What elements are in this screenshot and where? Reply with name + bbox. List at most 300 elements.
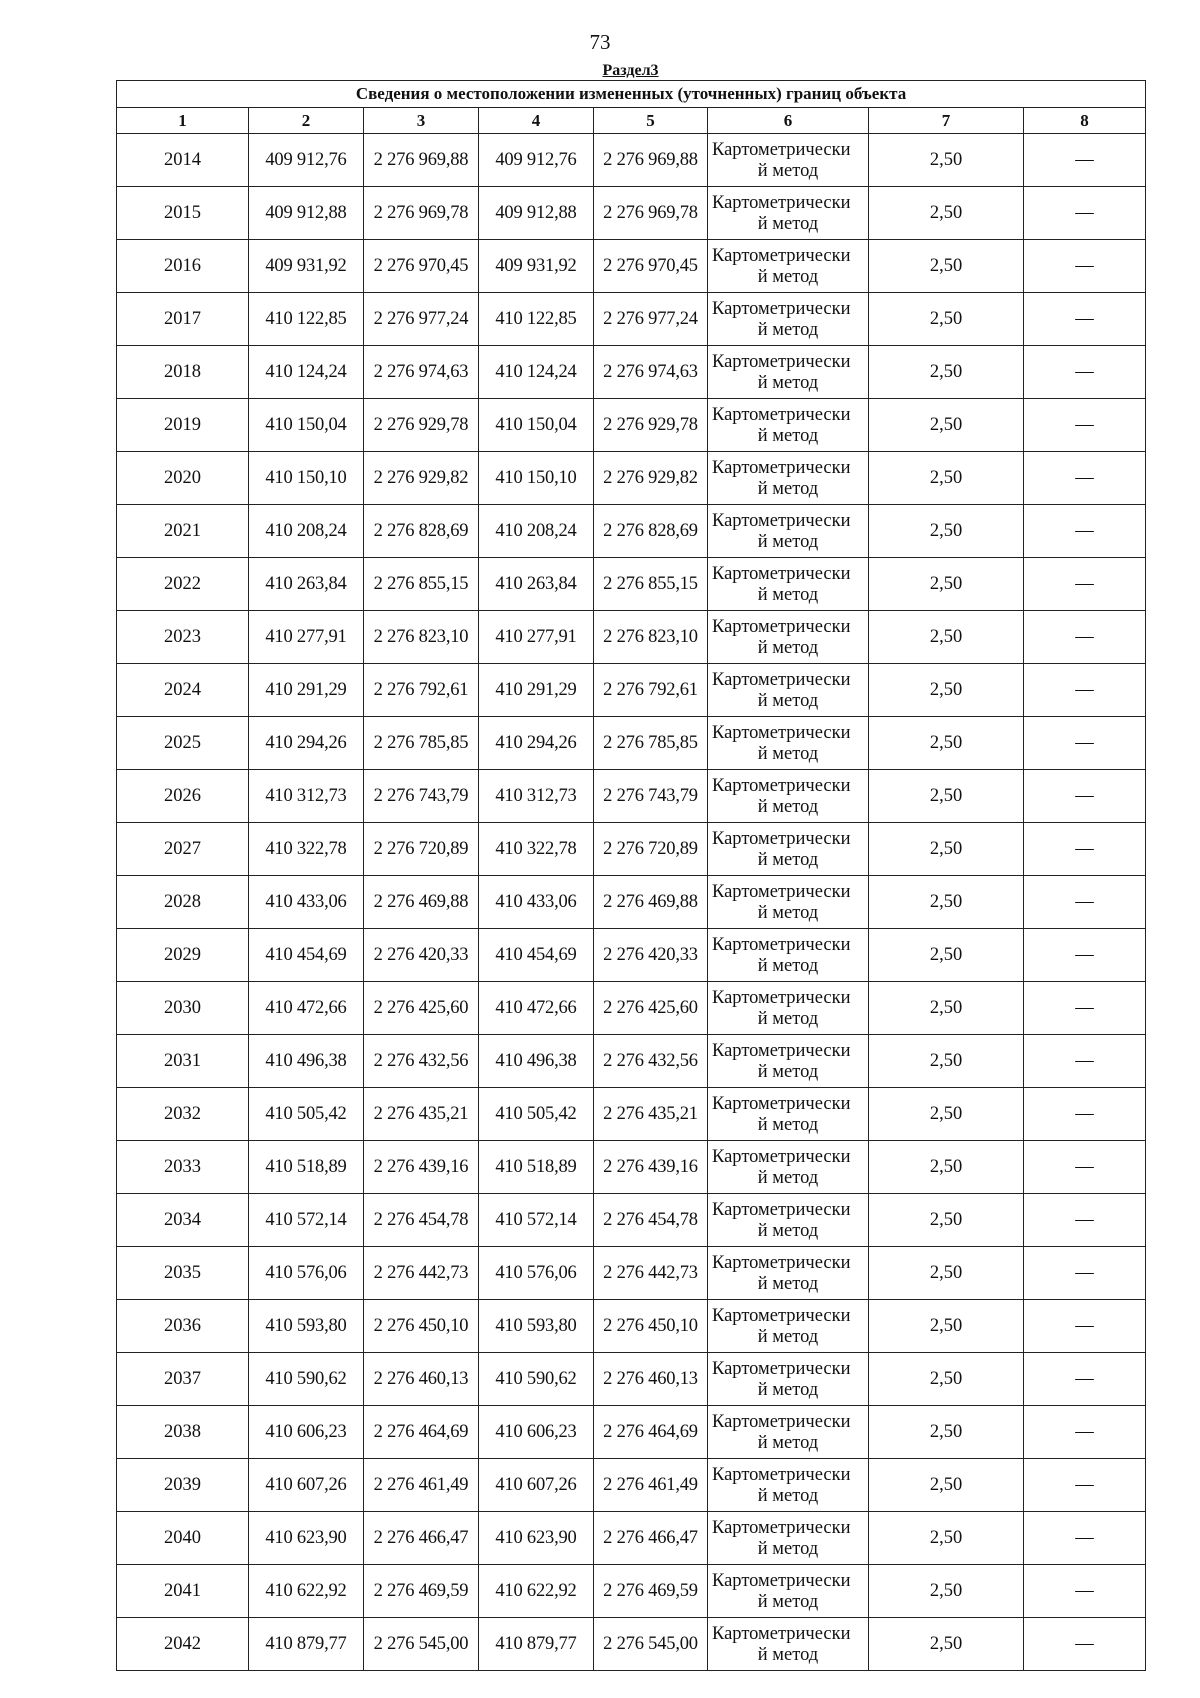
x-coordinate-new-cell: 410 263,84	[479, 558, 594, 611]
precision-cell: 2,50	[869, 346, 1024, 399]
x-coordinate-cell: 410 590,62	[249, 1353, 364, 1406]
point-number-cell: 2030	[117, 982, 249, 1035]
point-number-cell: 2015	[117, 187, 249, 240]
precision-cell: 2,50	[869, 399, 1024, 452]
precision-cell: 2,50	[869, 452, 1024, 505]
method-cell	[708, 982, 869, 1035]
note-cell: —	[1024, 1618, 1146, 1671]
x-coordinate-cell: 410 518,89	[249, 1141, 364, 1194]
x-coordinate-new-cell: 410 518,89	[479, 1141, 594, 1194]
x-coordinate-new-cell: 410 322,78	[479, 823, 594, 876]
note-cell: —	[1024, 1141, 1146, 1194]
method-text-line-1: Картометрически	[712, 352, 851, 372]
method-text-line-1: Картометрически	[712, 140, 851, 160]
method-text-line-1: Картометрически	[712, 1094, 851, 1114]
table-row	[117, 452, 1146, 505]
method-text-line-2: й метод	[757, 267, 819, 287]
method-text-line-1: Картометрически	[712, 1465, 851, 1485]
section-caption: Раздел3	[602, 62, 659, 79]
note-cell: —	[1024, 1247, 1146, 1300]
method-cell	[708, 717, 869, 770]
note-cell: —	[1024, 346, 1146, 399]
note-cell: —	[1024, 1565, 1146, 1618]
point-number-cell: 2042	[117, 1618, 249, 1671]
table-row	[117, 823, 1146, 876]
y-coordinate-new-cell: 2 276 828,69	[594, 505, 708, 558]
y-coordinate-cell: 2 276 970,45	[364, 240, 479, 293]
point-number-cell: 2036	[117, 1300, 249, 1353]
note-cell: —	[1024, 664, 1146, 717]
method-cell	[708, 611, 869, 664]
point-number-cell: 2034	[117, 1194, 249, 1247]
column-number: 6	[708, 108, 869, 134]
note-cell: —	[1024, 1406, 1146, 1459]
precision-cell: 2,50	[869, 929, 1024, 982]
table-row	[117, 1406, 1146, 1459]
y-coordinate-cell: 2 276 545,00	[364, 1618, 479, 1671]
x-coordinate-cell: 410 150,04	[249, 399, 364, 452]
method-cell	[708, 1459, 869, 1512]
x-coordinate-new-cell: 409 931,92	[479, 240, 594, 293]
x-coordinate-cell: 410 879,77	[249, 1618, 364, 1671]
x-coordinate-cell: 410 263,84	[249, 558, 364, 611]
page-number: 73	[589, 30, 611, 54]
note-cell: —	[1024, 929, 1146, 982]
table-row	[117, 1300, 1146, 1353]
method-text-line-1: Картометрически	[712, 935, 851, 955]
table-row	[117, 1512, 1146, 1565]
method-text-line-2: й метод	[757, 1062, 819, 1082]
x-coordinate-new-cell: 410 593,80	[479, 1300, 594, 1353]
precision-cell: 2,50	[869, 1353, 1024, 1406]
x-coordinate-new-cell: 410 879,77	[479, 1618, 594, 1671]
precision-cell: 2,50	[869, 134, 1024, 187]
x-coordinate-cell: 410 433,06	[249, 876, 364, 929]
y-coordinate-cell: 2 276 720,89	[364, 823, 479, 876]
precision-cell: 2,50	[869, 1300, 1024, 1353]
y-coordinate-new-cell: 2 276 425,60	[594, 982, 708, 1035]
method-cell	[708, 1406, 869, 1459]
method-text-line-2: й метод	[757, 426, 819, 446]
y-coordinate-new-cell: 2 276 929,82	[594, 452, 708, 505]
method-cell	[708, 1194, 869, 1247]
method-text-line-2: й метод	[757, 1486, 819, 1506]
x-coordinate-new-cell: 410 291,29	[479, 664, 594, 717]
method-text-line-2: й метод	[757, 532, 819, 552]
table-row	[117, 505, 1146, 558]
y-coordinate-new-cell: 2 276 743,79	[594, 770, 708, 823]
note-cell: —	[1024, 452, 1146, 505]
coordinates-table	[116, 80, 1146, 1671]
y-coordinate-cell: 2 276 969,78	[364, 187, 479, 240]
table-row	[117, 1035, 1146, 1088]
y-coordinate-new-cell: 2 276 439,16	[594, 1141, 708, 1194]
method-cell	[708, 1300, 869, 1353]
y-coordinate-cell: 2 276 828,69	[364, 505, 479, 558]
method-text-line-2: й метод	[757, 1327, 819, 1347]
method-text-line-2: й метод	[757, 638, 819, 658]
y-coordinate-cell: 2 276 425,60	[364, 982, 479, 1035]
x-coordinate-new-cell: 410 312,73	[479, 770, 594, 823]
point-number-cell: 2014	[117, 134, 249, 187]
method-text-line-1: Картометрически	[712, 564, 851, 584]
x-coordinate-new-cell: 410 122,85	[479, 293, 594, 346]
y-coordinate-new-cell: 2 276 464,69	[594, 1406, 708, 1459]
y-coordinate-new-cell: 2 276 792,61	[594, 664, 708, 717]
method-cell	[708, 452, 869, 505]
method-text-line-1: Картометрически	[712, 617, 851, 637]
x-coordinate-cell: 410 150,10	[249, 452, 364, 505]
precision-cell: 2,50	[869, 240, 1024, 293]
y-coordinate-new-cell: 2 276 435,21	[594, 1088, 708, 1141]
precision-cell: 2,50	[869, 664, 1024, 717]
y-coordinate-new-cell: 2 276 974,63	[594, 346, 708, 399]
x-coordinate-new-cell: 410 277,91	[479, 611, 594, 664]
method-cell	[708, 346, 869, 399]
method-text-line-2: й метод	[757, 1592, 819, 1612]
y-coordinate-new-cell: 2 276 420,33	[594, 929, 708, 982]
x-coordinate-cell: 410 122,85	[249, 293, 364, 346]
point-number-cell: 2024	[117, 664, 249, 717]
precision-cell: 2,50	[869, 187, 1024, 240]
y-coordinate-new-cell: 2 276 720,89	[594, 823, 708, 876]
y-coordinate-new-cell: 2 276 460,13	[594, 1353, 708, 1406]
point-number-cell: 2027	[117, 823, 249, 876]
y-coordinate-cell: 2 276 454,78	[364, 1194, 479, 1247]
y-coordinate-cell: 2 276 469,88	[364, 876, 479, 929]
x-coordinate-new-cell: 410 150,04	[479, 399, 594, 452]
x-coordinate-cell: 410 124,24	[249, 346, 364, 399]
table-row	[117, 240, 1146, 293]
x-coordinate-cell: 410 606,23	[249, 1406, 364, 1459]
method-cell	[708, 505, 869, 558]
column-number: 8	[1024, 108, 1146, 134]
y-coordinate-cell: 2 276 929,78	[364, 399, 479, 452]
point-number-cell: 2031	[117, 1035, 249, 1088]
y-coordinate-new-cell: 2 276 450,10	[594, 1300, 708, 1353]
point-number-cell: 2040	[117, 1512, 249, 1565]
column-number: 3	[364, 108, 479, 134]
precision-cell: 2,50	[869, 1618, 1024, 1671]
point-number-cell: 2022	[117, 558, 249, 611]
method-text-line-1: Картометрически	[712, 1253, 851, 1273]
x-coordinate-cell: 410 572,14	[249, 1194, 364, 1247]
y-coordinate-new-cell: 2 276 442,73	[594, 1247, 708, 1300]
table-row	[117, 1565, 1146, 1618]
precision-cell: 2,50	[869, 505, 1024, 558]
precision-cell: 2,50	[869, 1035, 1024, 1088]
table-row	[117, 1459, 1146, 1512]
precision-cell: 2,50	[869, 876, 1024, 929]
method-text-line-2: й метод	[757, 744, 819, 764]
method-text-line-2: й метод	[757, 1115, 819, 1135]
table-row	[117, 770, 1146, 823]
x-coordinate-cell: 410 472,66	[249, 982, 364, 1035]
method-text-line-2: й метод	[757, 1645, 819, 1665]
y-coordinate-new-cell: 2 276 823,10	[594, 611, 708, 664]
y-coordinate-new-cell: 2 276 785,85	[594, 717, 708, 770]
x-coordinate-new-cell: 410 623,90	[479, 1512, 594, 1565]
x-coordinate-cell: 410 593,80	[249, 1300, 364, 1353]
y-coordinate-new-cell: 2 276 970,45	[594, 240, 708, 293]
method-text-line-2: й метод	[757, 691, 819, 711]
y-coordinate-new-cell: 2 276 969,78	[594, 187, 708, 240]
method-cell	[708, 134, 869, 187]
x-coordinate-new-cell: 410 454,69	[479, 929, 594, 982]
point-number-cell: 2041	[117, 1565, 249, 1618]
y-coordinate-cell: 2 276 977,24	[364, 293, 479, 346]
method-text-line-1: Картометрически	[712, 723, 851, 743]
method-cell	[708, 1141, 869, 1194]
method-cell	[708, 399, 869, 452]
y-coordinate-new-cell: 2 276 432,56	[594, 1035, 708, 1088]
method-cell	[708, 187, 869, 240]
x-coordinate-cell: 410 294,26	[249, 717, 364, 770]
y-coordinate-cell: 2 276 460,13	[364, 1353, 479, 1406]
y-coordinate-new-cell: 2 276 545,00	[594, 1618, 708, 1671]
x-coordinate-cell: 410 208,24	[249, 505, 364, 558]
method-cell	[708, 823, 869, 876]
table-row	[117, 876, 1146, 929]
y-coordinate-cell: 2 276 432,56	[364, 1035, 479, 1088]
x-coordinate-new-cell: 410 590,62	[479, 1353, 594, 1406]
precision-cell: 2,50	[869, 558, 1024, 611]
method-cell	[708, 929, 869, 982]
method-cell	[708, 1247, 869, 1300]
method-text-line-1: Картометрически	[712, 988, 851, 1008]
y-coordinate-cell: 2 276 974,63	[364, 346, 479, 399]
method-text-line-1: Картометрически	[712, 1518, 851, 1538]
method-cell	[708, 1618, 869, 1671]
point-number-cell: 2038	[117, 1406, 249, 1459]
method-text-line-2: й метод	[757, 214, 819, 234]
point-number-cell: 2037	[117, 1353, 249, 1406]
method-text-line-1: Картометрически	[712, 246, 851, 266]
y-coordinate-cell: 2 276 450,10	[364, 1300, 479, 1353]
note-cell: —	[1024, 823, 1146, 876]
point-number-cell: 2029	[117, 929, 249, 982]
y-coordinate-new-cell: 2 276 855,15	[594, 558, 708, 611]
x-coordinate-new-cell: 409 912,76	[479, 134, 594, 187]
table-row	[117, 346, 1146, 399]
x-coordinate-cell: 410 496,38	[249, 1035, 364, 1088]
method-text-line-1: Картометрически	[712, 299, 851, 319]
table-row	[117, 611, 1146, 664]
precision-cell: 2,50	[869, 1459, 1024, 1512]
y-coordinate-new-cell: 2 276 454,78	[594, 1194, 708, 1247]
note-cell: —	[1024, 134, 1146, 187]
column-number: 5	[594, 108, 708, 134]
method-cell	[708, 293, 869, 346]
y-coordinate-cell: 2 276 439,16	[364, 1141, 479, 1194]
precision-cell: 2,50	[869, 770, 1024, 823]
method-text-line-2: й метод	[757, 1168, 819, 1188]
method-text-line-1: Картометрически	[712, 511, 851, 531]
x-coordinate-cell: 410 623,90	[249, 1512, 364, 1565]
method-text-line-2: й метод	[757, 956, 819, 976]
y-coordinate-cell: 2 276 792,61	[364, 664, 479, 717]
point-number-cell: 2035	[117, 1247, 249, 1300]
point-number-cell: 2023	[117, 611, 249, 664]
note-cell: —	[1024, 770, 1146, 823]
precision-cell: 2,50	[869, 823, 1024, 876]
note-cell: —	[1024, 293, 1146, 346]
note-cell: —	[1024, 1194, 1146, 1247]
x-coordinate-cell: 410 505,42	[249, 1088, 364, 1141]
y-coordinate-new-cell: 2 276 469,59	[594, 1565, 708, 1618]
x-coordinate-cell: 410 322,78	[249, 823, 364, 876]
method-text-line-2: й метод	[757, 797, 819, 817]
y-coordinate-cell: 2 276 466,47	[364, 1512, 479, 1565]
method-text-line-2: й метод	[757, 161, 819, 181]
y-coordinate-new-cell: 2 276 977,24	[594, 293, 708, 346]
y-coordinate-cell: 2 276 929,82	[364, 452, 479, 505]
x-coordinate-new-cell: 410 496,38	[479, 1035, 594, 1088]
x-coordinate-new-cell: 410 294,26	[479, 717, 594, 770]
note-cell: —	[1024, 876, 1146, 929]
x-coordinate-cell: 410 277,91	[249, 611, 364, 664]
table-row	[117, 558, 1146, 611]
x-coordinate-new-cell: 410 505,42	[479, 1088, 594, 1141]
precision-cell: 2,50	[869, 1088, 1024, 1141]
method-text-line-1: Картометрически	[712, 1041, 851, 1061]
x-coordinate-new-cell: 410 606,23	[479, 1406, 594, 1459]
x-coordinate-cell: 410 576,06	[249, 1247, 364, 1300]
x-coordinate-cell: 410 291,29	[249, 664, 364, 717]
method-text-line-1: Картометрически	[712, 829, 851, 849]
precision-cell: 2,50	[869, 1565, 1024, 1618]
point-number-cell: 2028	[117, 876, 249, 929]
point-number-cell: 2026	[117, 770, 249, 823]
y-coordinate-cell: 2 276 823,10	[364, 611, 479, 664]
method-cell	[708, 1088, 869, 1141]
method-cell	[708, 1353, 869, 1406]
note-cell: —	[1024, 1353, 1146, 1406]
method-text-line-2: й метод	[757, 1274, 819, 1294]
method-text-line-1: Картометрически	[712, 405, 851, 425]
table-row	[117, 1088, 1146, 1141]
point-number-cell: 2033	[117, 1141, 249, 1194]
method-text-line-1: Картометрически	[712, 458, 851, 478]
note-cell: —	[1024, 1035, 1146, 1088]
method-text-line-2: й метод	[757, 479, 819, 499]
method-text-line-1: Картометрически	[712, 1147, 851, 1167]
y-coordinate-cell: 2 276 442,73	[364, 1247, 479, 1300]
method-text-line-1: Картометрически	[712, 1306, 851, 1326]
x-coordinate-cell: 410 607,26	[249, 1459, 364, 1512]
method-cell	[708, 1035, 869, 1088]
y-coordinate-new-cell: 2 276 969,88	[594, 134, 708, 187]
method-cell	[708, 558, 869, 611]
x-coordinate-new-cell: 410 472,66	[479, 982, 594, 1035]
table-row	[117, 982, 1146, 1035]
precision-cell: 2,50	[869, 982, 1024, 1035]
precision-cell: 2,50	[869, 717, 1024, 770]
precision-cell: 2,50	[869, 1406, 1024, 1459]
y-coordinate-new-cell: 2 276 929,78	[594, 399, 708, 452]
note-cell: —	[1024, 982, 1146, 1035]
x-coordinate-new-cell: 410 124,24	[479, 346, 594, 399]
note-cell: —	[1024, 505, 1146, 558]
point-number-cell: 2025	[117, 717, 249, 770]
precision-cell: 2,50	[869, 1141, 1024, 1194]
y-coordinate-cell: 2 276 969,88	[364, 134, 479, 187]
table-row	[117, 1141, 1146, 1194]
x-coordinate-new-cell: 410 433,06	[479, 876, 594, 929]
method-cell	[708, 1512, 869, 1565]
note-cell: —	[1024, 399, 1146, 452]
point-number-cell: 2017	[117, 293, 249, 346]
method-text-line-2: й метод	[757, 1380, 819, 1400]
x-coordinate-new-cell: 410 572,14	[479, 1194, 594, 1247]
x-coordinate-cell: 409 912,76	[249, 134, 364, 187]
x-coordinate-new-cell: 410 208,24	[479, 505, 594, 558]
method-text-line-2: й метод	[757, 1221, 819, 1241]
x-coordinate-new-cell: 410 607,26	[479, 1459, 594, 1512]
method-text-line-1: Картометрически	[712, 1412, 851, 1432]
y-coordinate-cell: 2 276 461,49	[364, 1459, 479, 1512]
table-row	[117, 187, 1146, 240]
method-text-line-1: Картометрически	[712, 193, 851, 213]
table-row	[117, 134, 1146, 187]
method-text-line-1: Картометрически	[712, 670, 851, 690]
x-coordinate-new-cell: 410 150,10	[479, 452, 594, 505]
method-text-line-1: Картометрически	[712, 1200, 851, 1220]
note-cell: —	[1024, 1088, 1146, 1141]
method-cell	[708, 770, 869, 823]
point-number-cell: 2039	[117, 1459, 249, 1512]
note-cell: —	[1024, 611, 1146, 664]
table-row	[117, 1618, 1146, 1671]
column-number: 2	[249, 108, 364, 134]
y-coordinate-cell: 2 276 785,85	[364, 717, 479, 770]
y-coordinate-cell: 2 276 469,59	[364, 1565, 479, 1618]
method-text-line-2: й метод	[757, 1433, 819, 1453]
method-text-line-1: Картометрически	[712, 1571, 851, 1591]
method-text-line-1: Картометрически	[712, 1624, 851, 1644]
note-cell: —	[1024, 1300, 1146, 1353]
y-coordinate-cell: 2 276 743,79	[364, 770, 479, 823]
point-number-cell: 2032	[117, 1088, 249, 1141]
precision-cell: 2,50	[869, 1247, 1024, 1300]
x-coordinate-cell: 410 312,73	[249, 770, 364, 823]
method-cell	[708, 1565, 869, 1618]
method-text-line-2: й метод	[757, 850, 819, 870]
precision-cell: 2,50	[869, 1194, 1024, 1247]
x-coordinate-new-cell: 410 622,92	[479, 1565, 594, 1618]
column-number-row	[117, 108, 1146, 134]
precision-cell: 2,50	[869, 611, 1024, 664]
column-number: 4	[479, 108, 594, 134]
method-text-line-1: Картометрически	[712, 1359, 851, 1379]
column-number: 1	[117, 108, 249, 134]
point-number-cell: 2021	[117, 505, 249, 558]
method-text-line-2: й метод	[757, 1539, 819, 1559]
point-number-cell: 2016	[117, 240, 249, 293]
x-coordinate-cell: 410 454,69	[249, 929, 364, 982]
method-text-line-2: й метод	[757, 373, 819, 393]
table-row	[117, 664, 1146, 717]
precision-cell: 2,50	[869, 1512, 1024, 1565]
method-text-line-2: й метод	[757, 1009, 819, 1029]
method-cell	[708, 876, 869, 929]
x-coordinate-new-cell: 409 912,88	[479, 187, 594, 240]
table-row	[117, 1353, 1146, 1406]
method-cell	[708, 664, 869, 717]
y-coordinate-cell: 2 276 420,33	[364, 929, 479, 982]
table-row	[117, 399, 1146, 452]
method-cell	[708, 240, 869, 293]
